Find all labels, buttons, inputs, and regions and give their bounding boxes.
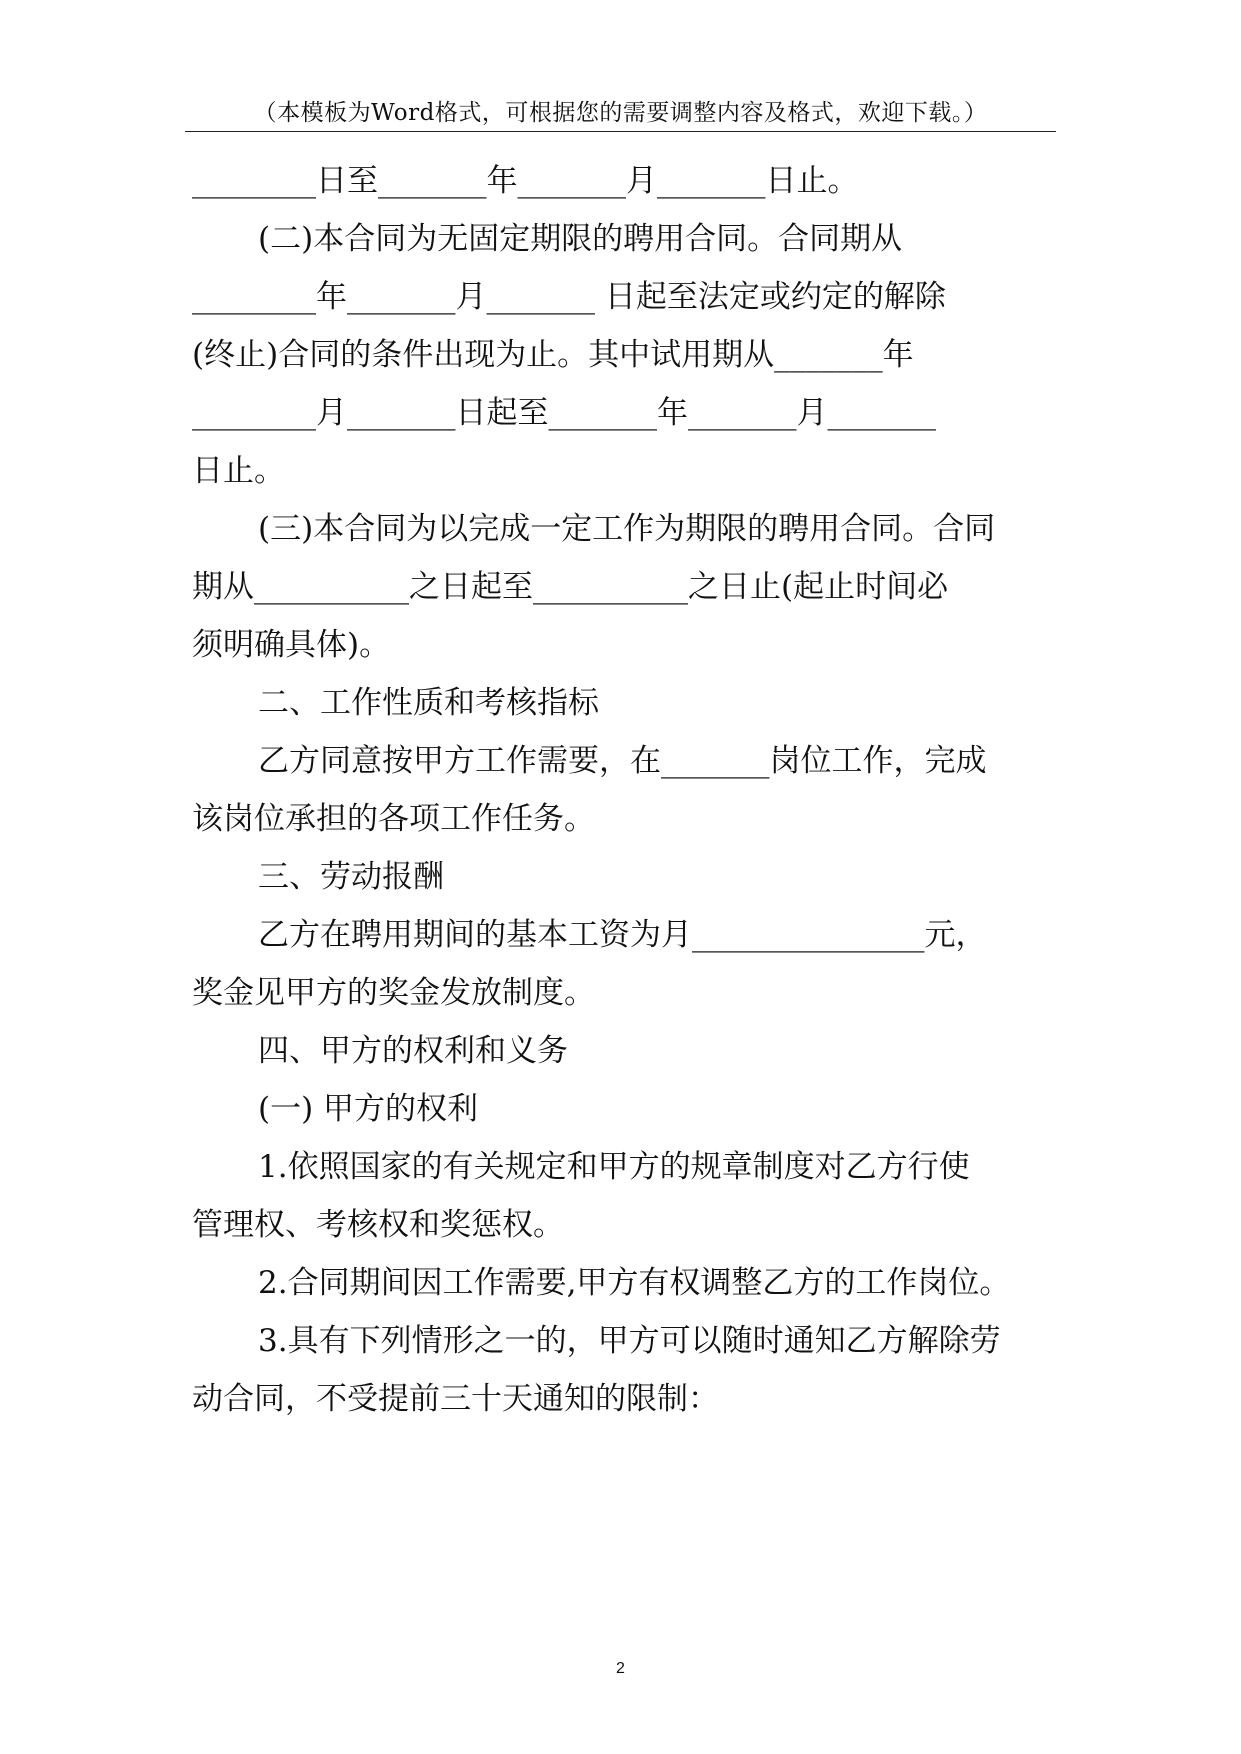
body-line: 1.依照国家的有关规定和甲方的规章制度对乙方行使 bbox=[258, 1149, 970, 1185]
body-line: 期从__________之日起至__________之日止(起止时间必 bbox=[192, 569, 949, 605]
body-line: 3.具有下列情形之一的，甲方可以随时通知乙方解除劳 bbox=[258, 1323, 1001, 1359]
section-heading: 四、甲方的权利和义务 bbox=[258, 1033, 568, 1069]
body-line: ________年_______月_______ 日起至法定或约定的解除 bbox=[192, 279, 946, 315]
template-note: （本模板为Word格式，可根据您的需要调整内容及格式，欢迎下载。） bbox=[253, 100, 988, 126]
subsection-heading: (一) 甲方的权利 bbox=[258, 1091, 479, 1127]
page-number: 2 bbox=[616, 1660, 625, 1677]
body-line: (二)本合同为无固定期限的聘用合同。合同期从 bbox=[258, 221, 903, 257]
body-line: 2.合同期间因工作需要,甲方有权调整乙方的工作岗位。 bbox=[258, 1265, 1011, 1301]
section-heading: 三、劳动报酬 bbox=[258, 859, 444, 895]
body-line: 乙方在聘用期间的基本工资为月_______________元， bbox=[258, 917, 987, 953]
body-line: ________日至_______年_______月_______日止。 bbox=[192, 163, 859, 199]
body-line: 奖金见甲方的奖金发放制度。 bbox=[192, 975, 595, 1011]
body-line: 动合同，不受提前三十天通知的限制： bbox=[192, 1381, 719, 1417]
body-line: 须明确具体)。 bbox=[192, 627, 391, 663]
body-line: (终止)合同的条件出现为止。其中试用期从_______年 bbox=[192, 337, 914, 373]
body-line: 乙方同意按甲方工作需要，在_______岗位工作，完成 bbox=[258, 743, 987, 779]
body-line: (三)本合同为以完成一定工作为期限的聘用合同。合同 bbox=[258, 511, 996, 547]
body-line: ________月_______日起至_______年_______月_______ bbox=[192, 395, 936, 431]
body-line: 管理权、考核权和奖惩权。 bbox=[192, 1207, 564, 1243]
header-divider bbox=[185, 131, 1056, 132]
body-line: 日止。 bbox=[192, 453, 285, 489]
body-line: 该岗位承担的各项工作任务。 bbox=[192, 801, 595, 837]
section-heading: 二、工作性质和考核指标 bbox=[258, 685, 599, 721]
